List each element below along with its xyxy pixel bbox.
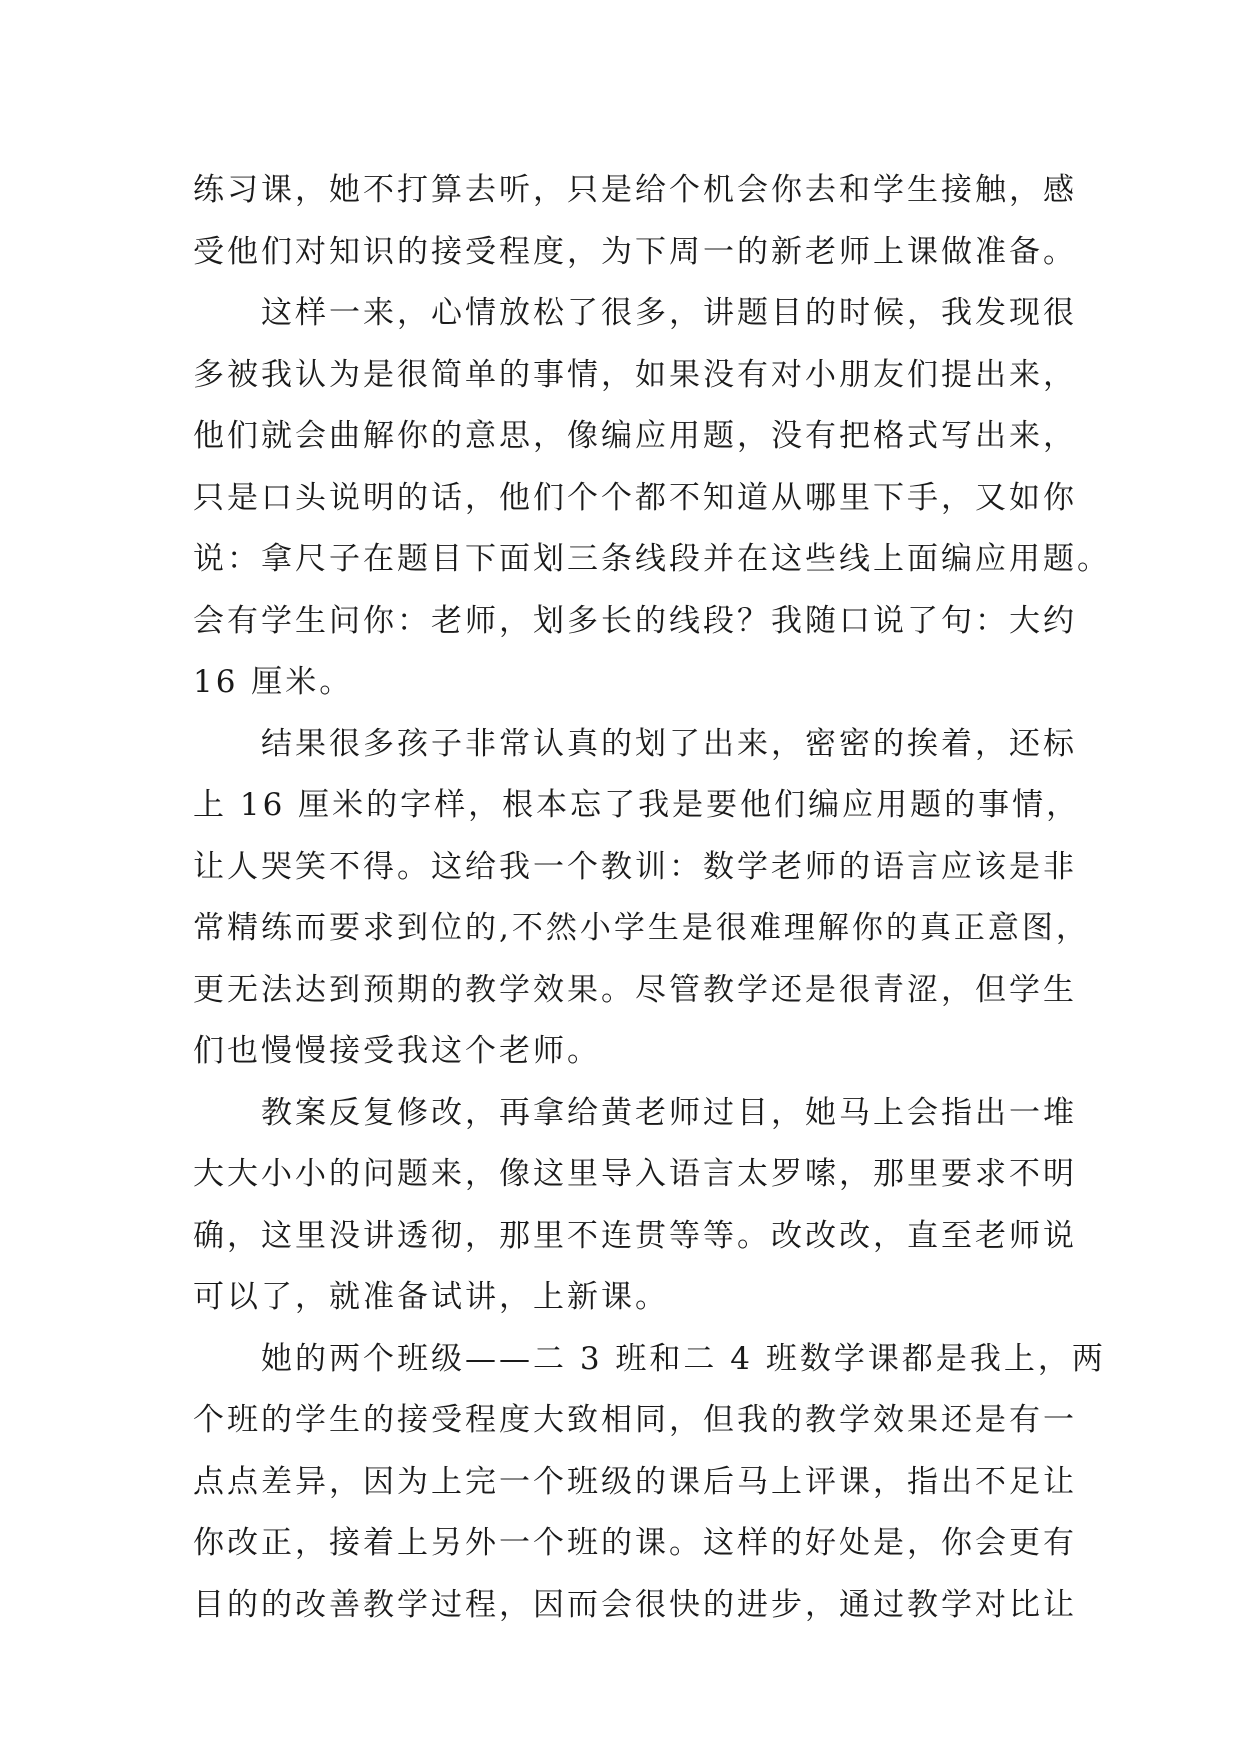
body-text xyxy=(193,160,1111,1636)
text-line: 点点差异，因为上完一个班级的课后马上评课，指出不足让 xyxy=(193,1463,1077,1500)
text-line: 目的的改善教学过程，因而会很快的进步，通过教学对比让 xyxy=(193,1586,1077,1623)
text-line: 受他们对知识的接受程度，为下周一的新老师上课做准备。 xyxy=(193,233,1077,270)
text-line: 他们就会曲解你的意思，像编应用题，没有把格式写出来， xyxy=(193,418,1077,454)
text-line: 她的两个班级——二 3 班和二 4 班数学课都是我上，两 xyxy=(261,1340,1106,1377)
text-line: 会有学生问你：老师，划多长的线段？我随口说了句：大约 xyxy=(193,602,1077,639)
text-line: 只是口头说明的话，他们个个都不知道从哪里下手，又如你 xyxy=(193,479,1077,516)
text-line: 们也慢慢接受我这个老师。 xyxy=(193,1033,601,1069)
text-line: 大大小小的问题来，像这里导入语言太罗嗦，那里要求不明 xyxy=(193,1156,1077,1192)
text-line: 16 厘米。 xyxy=(193,664,354,700)
text-line: 教案反复修改，再拿给黄老师过目，她马上会指出一堆 xyxy=(261,1094,1077,1131)
text-line: 多被我认为是很简单的事情，如果没有对小朋友们提出来， xyxy=(193,356,1077,393)
text-line: 练习课，她不打算去听，只是给个机会你去和学生接触，感 xyxy=(193,172,1077,208)
text-line: 个班的学生的接受程度大致相同，但我的教学效果还是有一 xyxy=(193,1402,1077,1438)
text-line: 确，这里没讲透彻，那里不连贯等等。改改改，直至老师说 xyxy=(193,1217,1077,1254)
text-line: 这样一来，心情放松了很多，讲题目的时候，我发现很 xyxy=(261,295,1077,331)
text-line: 可以了，就准备试讲，上新课。 xyxy=(193,1279,669,1315)
text-line: 常精练而要求到位的,不然小学生是很难理解你的真正意图， xyxy=(193,910,1090,946)
text-line: 更无法达到预期的教学效果。尽管教学还是很青涩，但学生 xyxy=(193,971,1077,1008)
text-line: 上 16 厘米的字样，根本忘了我是要他们编应用题的事情， xyxy=(193,787,1081,823)
text-line: 说：拿尺子在题目下面划三条线段并在这些线上面编应用题。 xyxy=(193,541,1111,577)
text-line: 结果很多孩子非常认真的划了出来，密密的挨着，还标 xyxy=(261,725,1077,762)
text-line: 你改正，接着上另外一个班的课。这样的好处是，你会更有 xyxy=(193,1525,1077,1561)
text-line: 让人哭笑不得。这给我一个教训：数学老师的语言应该是非 xyxy=(193,848,1077,885)
